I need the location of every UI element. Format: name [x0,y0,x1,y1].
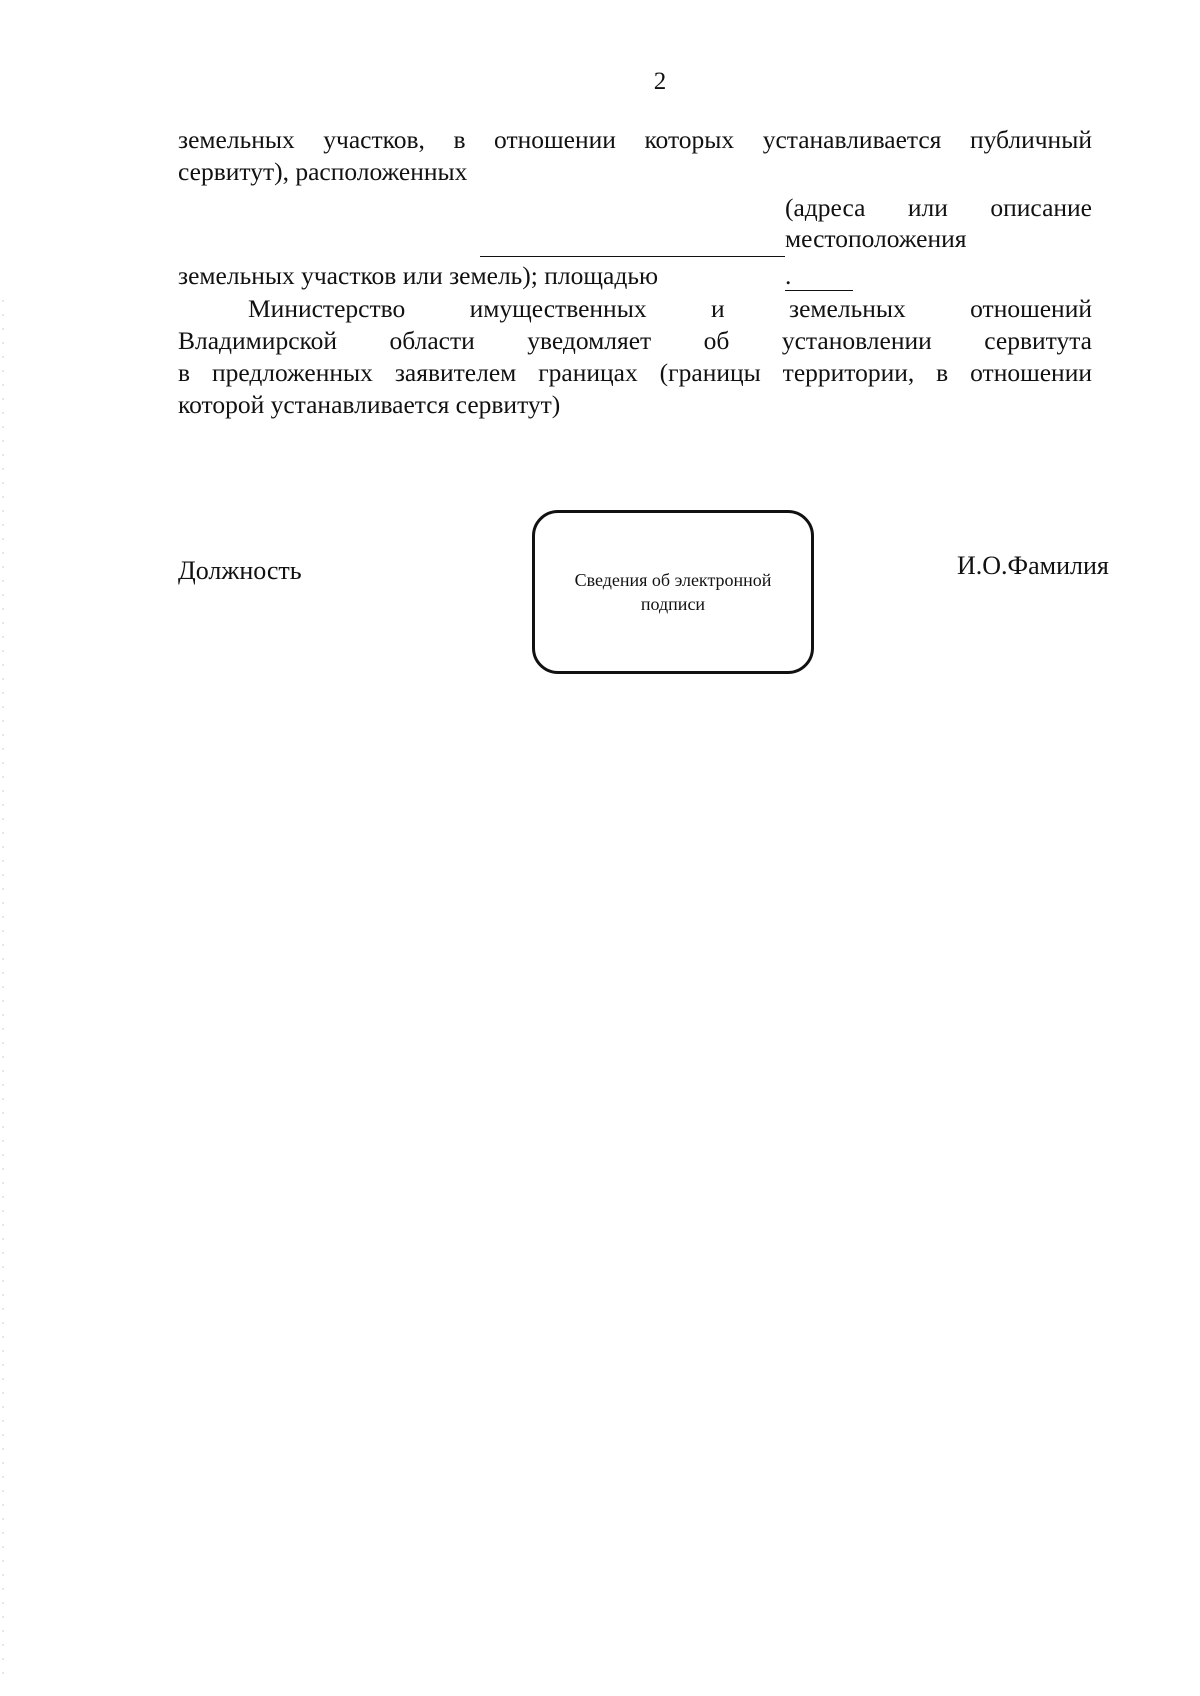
paragraph-line: Министерство имущественных и земельных отношений [248,294,1092,323]
caption-line: (адреса или описание [785,193,1092,222]
signatory-name: И.О.Фамилия [957,551,1109,580]
page-number: 2 [653,68,667,95]
paragraph-line: в предложенных заявителем границах (границы территории, в отношении [178,358,1092,387]
paragraph-ministry-notice [178,293,1092,421]
electronic-signature-box [532,510,814,674]
address-caption [785,192,1092,254]
scan-artifact [2,300,4,1680]
area-blank-line [785,290,853,291]
paragraph-line: Владимирской области уведомляет об установлении сервитута [178,326,1092,355]
paragraph-line: сервитут), расположенных [178,157,468,186]
address-blank-line [480,256,785,257]
signatory-position: Должность [178,556,302,585]
paragraph-land-plots-cont [178,156,1092,188]
paragraph-area [178,260,1092,292]
paragraph-line: земельных участков, в отношении которых устанавливается публичный [178,125,1092,154]
caption-line: местоположения [785,224,967,253]
signature-box-text: Сведения об электронной подписи [574,570,772,614]
paragraph-line: которой устанавливается сервитут) [178,390,561,419]
paragraph-land-plots [178,124,1092,156]
paragraph-line: земельных участков или земель); площадью [178,261,658,290]
area-period: . [785,261,792,290]
